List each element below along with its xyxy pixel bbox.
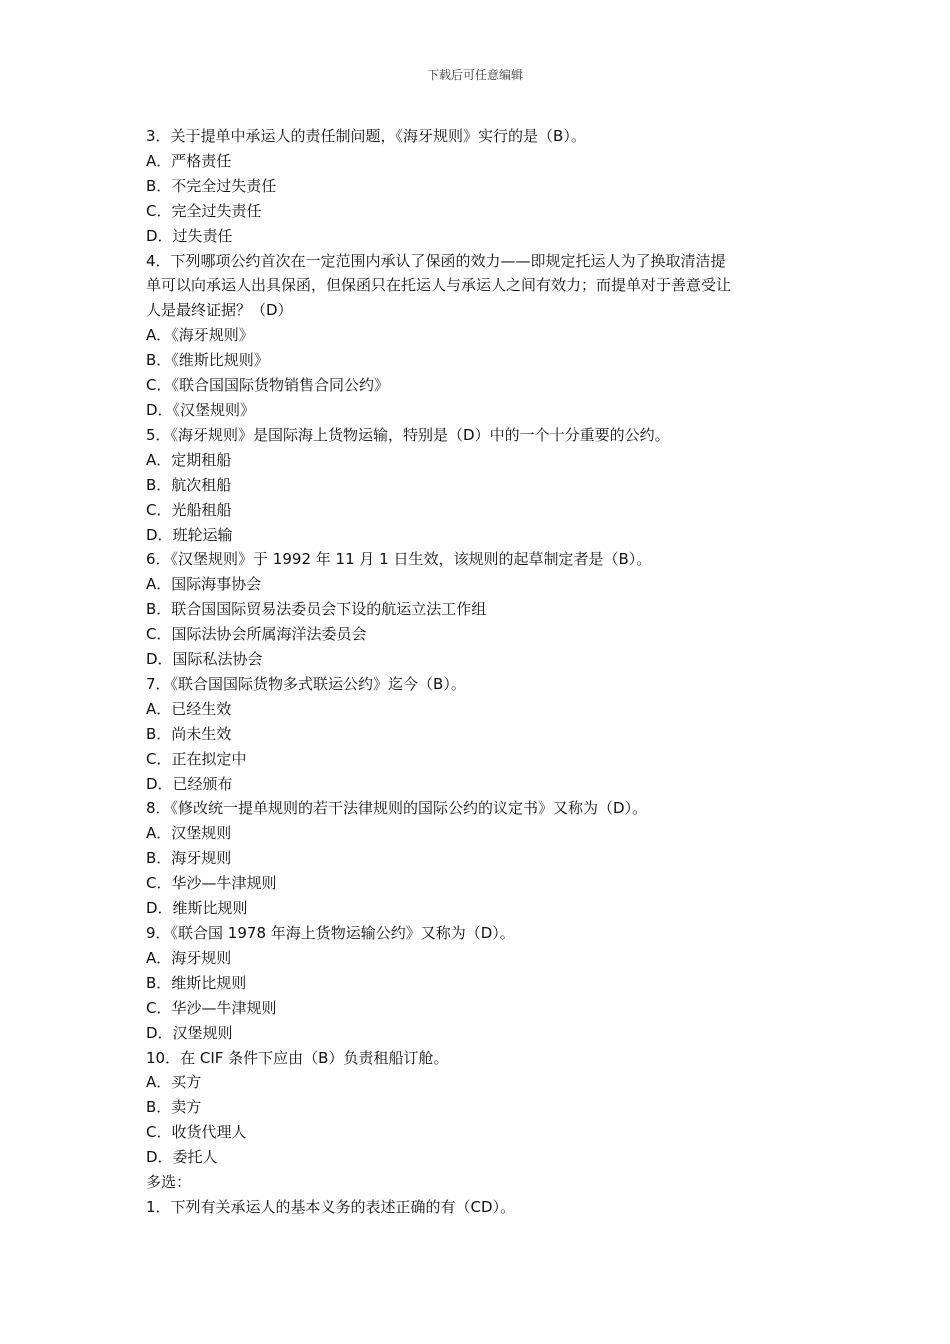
option-10a: A．买方 [146,1073,202,1092]
option-3a: A．严格责任 [146,151,232,170]
option-3d: D．过失责任 [146,226,233,245]
option-8b: B．海牙规则 [146,849,232,868]
option-9b: B．维斯比规则 [146,973,247,992]
question-10: 10．在 CIF 条件下应由（B）负责租船订舱。 [146,1048,449,1067]
section-heading-multiple-choice: 多选： [146,1173,192,1192]
question-7: 7．《联合国国际货物多式联运公约》迄今（B）。 [146,674,466,693]
option-7c: C．正在拟定中 [146,749,247,768]
page-header: 下载后可任意编辑 [426,68,523,82]
option-8d: D．维斯比规则 [146,899,248,918]
question-3: 3．关于提单中承运人的责任制问题，《海牙规则》实行的是（B）。 [146,127,586,145]
option-7a: A．已经生效 [146,699,232,718]
option-5d: D．班轮运输 [146,525,233,544]
option-6d: D．国际私法协会 [146,650,263,669]
option-9c: C．华沙—牛津规则 [146,998,277,1017]
option-6c: C．国际法协会所属海洋法委员会 [146,625,367,644]
option-8a: A．汉堡规则 [146,824,232,843]
option-7b: B．尚未生效 [146,724,232,743]
option-4c: C．《联合国国际货物销售合同公约》 [146,376,389,395]
multi-question-1: 1．下列有关承运人的基本义务的表述正确的有（CD）。 [146,1197,516,1216]
question-8: 8．《修改统一提单规则的若干法律规则的国际公约的议定书》又称为（D）。 [146,799,648,818]
option-6a: A．国际海事协会 [146,575,262,594]
option-9a: A．海牙规则 [146,948,232,967]
option-5c: C．光船租船 [146,500,232,519]
option-4d: D．《汉堡规则》 [146,400,256,419]
option-10b: B．卖方 [146,1098,202,1117]
option-3c: C．完全过失责任 [146,201,262,220]
option-10c: C．收货代理人 [146,1123,247,1142]
question-6: 6．《汉堡规则》于 1992 年 11 月 1 日生效，该规则的起草制定者是（B）。 [146,550,652,569]
question-4-line-3: 人是最终证据？（D） [146,301,293,320]
option-4a: A．《海牙规则》 [146,326,254,345]
option-7d: D．已经颁布 [146,774,233,793]
question-9: 9．《联合国 1978 年海上货物运输公约》又称为（D）。 [146,924,515,942]
question-4-line-1: 4．下列哪项公约首次在一定范围内承认了保函的效力——即规定托运人为了换取清洁提 [146,251,726,270]
question-5: 5．《海牙规则》是国际海上货物运输，特别是（D）中的一个十分重要的公约。 [146,425,670,444]
question-4-line-2: 单可以向承运人出具保函，但保函只在托运人与承运人之间有效力；而提单对于善意受让 [146,276,732,295]
option-3b: B．不完全过失责任 [146,176,277,195]
option-6b: B．联合国国际贸易法委员会下设的航运立法工作组 [146,600,487,619]
option-8c: C．华沙—牛津规则 [146,874,277,893]
option-10d: D．委托人 [146,1148,218,1167]
option-5b: B．航次租船 [146,475,232,494]
option-4b: B．《维斯比规则》 [146,351,269,370]
document-body [146,124,810,1220]
option-9d: D．汉堡规则 [146,1023,233,1042]
option-5a: A．定期租船 [146,450,232,469]
